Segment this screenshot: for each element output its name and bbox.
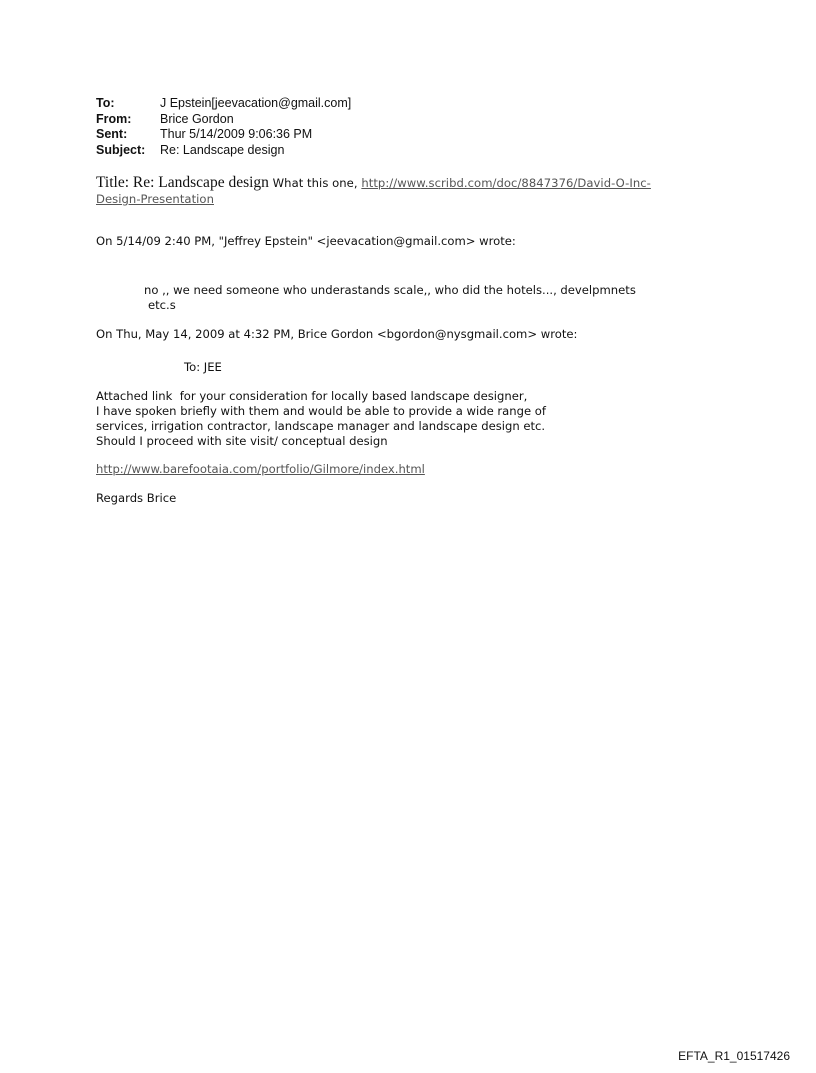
title-followup: What this one, [268,176,362,190]
to-row [96,96,351,112]
from-value: Brice Gordon [160,111,234,126]
epstein-reply-line2: etc.s [148,298,176,312]
quote2-attribution: On Thu, May 14, 2009 at 4:32 PM, Brice Gordon <bgordon@nysgmail.com> wrote: [96,327,578,341]
quote1-attribution: On 5/14/09 2:40 PM, "Jeffrey Epstein" <jeevacation@gmail.com> wrote: [96,234,516,248]
sent-value: Thur 5/14/2009 9:06:36 PM [160,127,313,141]
subject-label: Subject: [96,142,146,157]
from-row [96,112,351,128]
message-line-4: Should I proceed with site visit/ conceptual design [96,434,388,448]
title-paragraph [96,175,736,207]
sent-row [96,127,351,143]
to-label: To: [96,96,115,110]
barefoot-link[interactable]: http://www.barefootaia.com/portfolio/Gilmore/index.html [96,462,425,476]
to-jee: To: JEE [184,360,222,374]
document-id: EFTA_R1_01517426 [678,1049,790,1063]
scribd-link-continued[interactable]: Design-Presentation [96,192,214,206]
scribd-link[interactable]: http://www.scribd.com/doc/8847376/David-O-Inc- [361,176,651,190]
message-line-1: Attached link for your consideration for locally based landscape designer, [96,389,528,403]
sent-label: Sent: [96,127,128,141]
from-label: From: [96,111,132,126]
message-line-3: services, irrigation contractor, landscape manager and landscape design etc. [96,419,546,433]
signoff: Regards Brice [96,491,177,505]
to-value: J Epstein[jeevacation@gmail.com] [160,96,352,110]
email-header [96,96,351,158]
message-line-2: I have spoken briefly with them and would be able to provide a wide range of [96,404,546,418]
subject-value: Re: Landscape design [160,142,285,157]
title-text: Title: Re: Landscape design [96,174,269,191]
subject-row [96,143,351,159]
epstein-reply-line1: no ,, we need someone who underastands scale,, who did the hotels..., develpmnets [144,283,636,297]
